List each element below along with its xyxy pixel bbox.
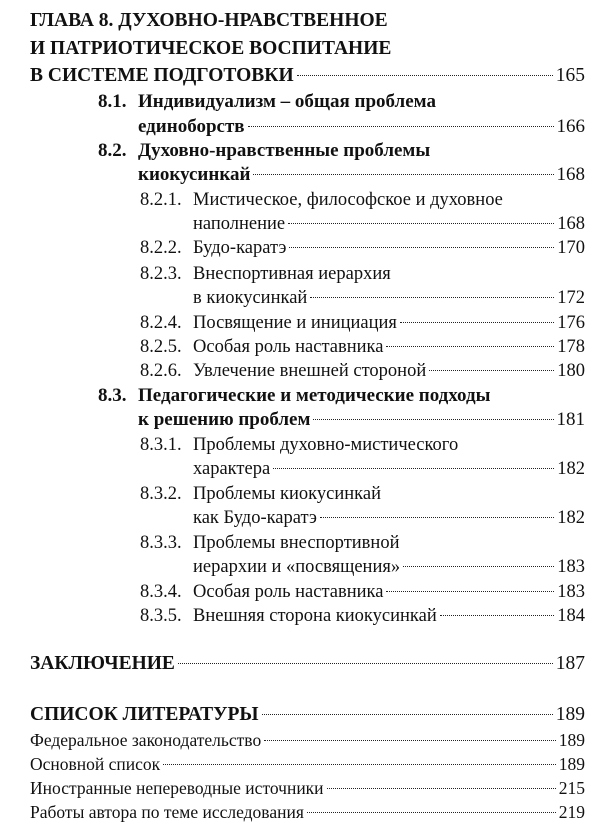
page-number: 184 [557, 606, 585, 626]
toc-entry-8-3-3-line1 [140, 530, 585, 556]
section-number: 8.3. [98, 385, 127, 406]
dot-leader [253, 174, 553, 175]
toc-entry-8-3-2-line1 [140, 481, 585, 507]
section-number: 8.2. [98, 140, 127, 161]
page-number: 176 [557, 313, 585, 333]
section-title: Проблемы киокусинкай [193, 484, 381, 504]
toc-entry-8-1[interactable] [138, 114, 585, 140]
section-number: 8.2.6. [140, 361, 182, 381]
section-title: Проблемы внеспортивной [193, 533, 400, 553]
section-number: 8.3.2. [140, 484, 182, 504]
page-number: 183 [557, 557, 585, 577]
toc-entry-ref-main[interactable] [30, 751, 585, 777]
section-title-cont: в киокусинкай [193, 288, 308, 308]
page-number: 168 [556, 164, 585, 185]
section-number: 8.2.5. [140, 337, 182, 357]
section-title: Иностранные непереводные источники [30, 778, 324, 798]
chapter-8-title-text-2: И ПАТРИОТИЧЕСКОЕ ВОСПИТАНИЕ [30, 38, 392, 59]
section-title: Федеральное законодательство [30, 730, 262, 750]
toc-entry-8-3-4[interactable] [140, 579, 585, 605]
dot-leader [163, 764, 556, 765]
dot-leader [273, 468, 554, 469]
section-title-cont: наполнение [193, 214, 286, 234]
section-number: 8.3.3. [140, 533, 182, 553]
toc-entry-8-2-1-line1 [140, 187, 585, 213]
dot-leader [320, 517, 554, 518]
page-number: 178 [557, 337, 585, 357]
toc-entry-ref-foreign[interactable] [30, 775, 585, 801]
section-title: Внеспортивная иерархия [193, 264, 391, 284]
toc-entry-conclusion[interactable] [30, 651, 585, 677]
dot-leader [386, 346, 554, 347]
section-title: Основной список [30, 754, 161, 774]
page-number: 166 [556, 116, 585, 137]
dot-leader [313, 419, 553, 420]
section-title: Особая роль наставника [193, 582, 384, 602]
toc-entry-8-2-2[interactable] [140, 235, 585, 261]
dot-leader [400, 322, 554, 323]
section-number: 8.2.1. [140, 190, 182, 210]
toc-entry-8-2-3-line1 [140, 261, 585, 287]
chapter-8-title-line2 [30, 36, 590, 62]
page-number: 183 [557, 582, 585, 602]
page-number: 219 [558, 802, 585, 822]
chapter-8-title-line1 [30, 8, 590, 34]
toc-entry-8-2-1[interactable] [193, 211, 585, 237]
page-number: 189 [555, 704, 585, 725]
section-number: 8.3.1. [140, 435, 182, 455]
page-number: 182 [557, 459, 585, 479]
dot-leader [297, 75, 553, 76]
section-title-cont: характера [193, 459, 271, 479]
section-title: Мистическое, философское и духовное [193, 190, 503, 210]
page-number: 181 [556, 409, 585, 430]
dot-leader [386, 591, 554, 592]
chapter-8-title-text-1: ГЛАВА 8. ДУХОВНО-НРАВСТВЕННОЕ [30, 10, 388, 31]
page-number: 180 [557, 361, 585, 381]
section-title: СПИСОК ЛИТЕРАТУРЫ [30, 704, 259, 725]
dot-leader [288, 223, 554, 224]
section-number: 8.2.4. [140, 313, 182, 333]
page-number: 215 [558, 778, 585, 798]
section-title-cont: иерархии и «посвящения» [193, 557, 401, 577]
section-number: 8.3.5. [140, 606, 182, 626]
page-number: 172 [557, 288, 585, 308]
chapter-8-title-text-3: В СИСТЕМЕ ПОДГОТОВКИ [30, 65, 294, 86]
dot-leader [248, 126, 554, 127]
toc-entry-ref-author[interactable] [30, 799, 585, 825]
section-title: Посвящение и инициация [193, 313, 397, 333]
toc-entry-8-3-3[interactable] [193, 554, 585, 580]
dot-leader [307, 812, 556, 813]
dot-leader [289, 247, 554, 248]
toc-entry-8-1-line1 [98, 89, 585, 115]
dot-leader [264, 740, 556, 741]
dot-leader [262, 714, 553, 715]
section-title-cont: единоборств [138, 116, 245, 137]
toc-entry-8-2-line1 [98, 138, 585, 164]
page-number: 165 [555, 65, 585, 86]
toc-entry-8-2[interactable] [138, 162, 585, 188]
toc-entry-ref-federal[interactable] [30, 727, 585, 753]
section-title-cont: как Будо-каратэ [193, 508, 317, 528]
dot-leader [327, 788, 556, 789]
dot-leader [440, 615, 555, 616]
toc-entry-8-3-1-line1 [140, 432, 585, 458]
toc-entry-8-3[interactable] [138, 407, 585, 433]
toc-entry-8-3-2[interactable] [193, 505, 585, 531]
page-number: 187 [555, 653, 585, 674]
section-title: Будо-каратэ [193, 238, 287, 258]
dot-leader [178, 663, 553, 664]
section-title-cont: к решению проблем [138, 409, 311, 430]
section-title: Педагогические и методические подходы [138, 385, 491, 406]
page-number: 189 [558, 730, 585, 750]
section-number: 8.1. [98, 91, 127, 112]
section-number: 8.2.2. [140, 238, 182, 258]
page-number: 170 [557, 238, 585, 258]
section-title: Индивидуализм – общая проблема [138, 91, 436, 112]
toc-entry-8-3-line1 [98, 383, 585, 409]
toc-entry-references[interactable] [30, 702, 585, 728]
toc-entry-8-2-4[interactable] [140, 310, 585, 336]
section-title: Особая роль наставника [193, 337, 384, 357]
section-title: Увлечение внешней стороной [193, 361, 427, 381]
dot-leader [403, 566, 554, 567]
section-number: 8.3.4. [140, 582, 182, 602]
toc-entry-chapter-8[interactable] [30, 63, 585, 89]
page-number: 168 [557, 214, 585, 234]
toc-entry-8-3-5[interactable] [140, 603, 585, 629]
section-title: Проблемы духовно-мистического [193, 435, 459, 455]
page-number: 189 [558, 754, 585, 774]
toc-entry-8-2-3[interactable] [193, 285, 585, 311]
section-title: Работы автора по теме исследования [30, 802, 304, 822]
toc-entry-8-2-6[interactable] [140, 358, 585, 384]
section-title-cont: киокусинкай [138, 164, 251, 185]
section-title: Внешняя сторона киокусинкай [193, 606, 437, 626]
dot-leader [310, 297, 554, 298]
section-number: 8.2.3. [140, 264, 182, 284]
page-number: 182 [557, 508, 585, 528]
dot-leader [429, 370, 554, 371]
section-title: Духовно-нравственные проблемы [138, 140, 431, 161]
section-title: ЗАКЛЮЧЕНИЕ [30, 653, 175, 674]
toc-entry-8-2-5[interactable] [140, 334, 585, 360]
toc-entry-8-3-1[interactable] [193, 456, 585, 482]
